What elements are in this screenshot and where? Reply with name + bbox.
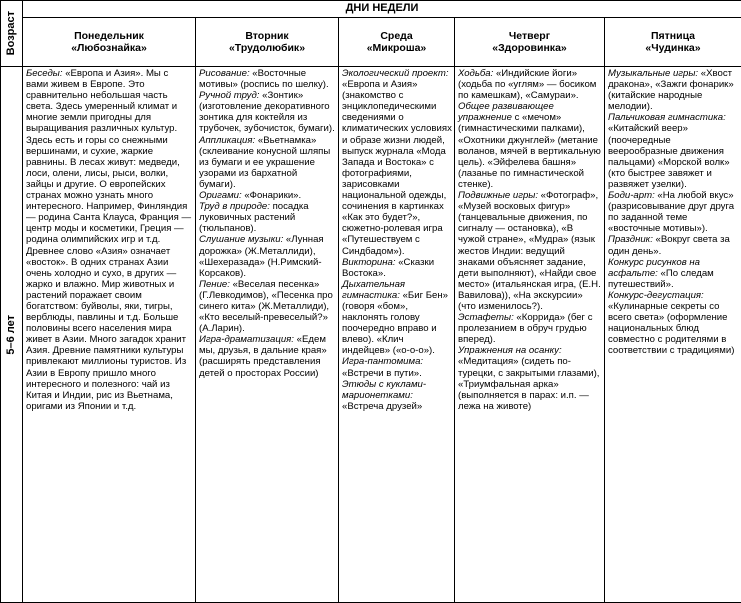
activity-label: Подвижные игры: — [458, 190, 539, 202]
activity-item — [199, 201, 336, 234]
activity-text: с «мечом» (гимнастическими палками), «Охотники джунглей» (метание воланов, мячей в вертикальную цель). «Эйфелева башня» (лазанье по гимнастической стенке). — [458, 112, 601, 190]
activity-label: Праздник: — [608, 234, 653, 246]
day-activities-cell — [605, 67, 741, 603]
activity-label: Слушание музыки: — [199, 234, 284, 246]
activity-text: «Индийские йоги» (ходьба по «углям» — босиком по камешкам), «Самураи». — [458, 68, 597, 102]
content-row — [1, 67, 741, 603]
activity-label: Конкурс рисунков на асфальте: — [608, 256, 700, 279]
day-name: Вторник — [245, 30, 289, 42]
day-theme: «Здоровинка» — [492, 42, 567, 54]
activity-item — [608, 257, 739, 290]
weekdays-header: ДНИ НЕДЕЛИ — [23, 1, 741, 18]
activity-text: «Вьетнамка» (склеивание конусной шляпы из бумаги и ее украшение узорами из бархатной бумаги). — [199, 134, 331, 190]
activity-item — [199, 68, 336, 90]
activity-label: Труд в природе: — [199, 201, 270, 213]
activity-label: Дыхательная гимнастика: — [342, 278, 406, 301]
activity-item — [342, 68, 452, 257]
activity-label: Пение: — [199, 278, 230, 290]
day-name: Четверг — [508, 30, 551, 42]
day-header — [23, 18, 196, 67]
activity-text: «Европа и Азия» (знакомство с энциклопедическими сведениями о климатических условиях и образе жизни людей, выпуск журнала «Мода Запада и Востока» с фотографиями, зарисовками национальной одежды, сочинения в картинках «Как это будет?», сюжетно-ролевая игра «Путешествуем с Синдбадом»). — [342, 79, 452, 257]
activity-text: «Биг Бен» (говоря «бом», наклонять голову поочередно вправо и влево). «Клич индейцев» («о-о-о»). — [342, 289, 449, 357]
activity-label: Оригами: — [199, 190, 242, 202]
day-activities-cell — [339, 67, 455, 603]
activity-item — [608, 112, 739, 190]
activity-item — [458, 101, 602, 190]
activity-text: «Сказки Востока». — [342, 256, 435, 279]
activity-text: «Европа и Азия». Мы с вами живем в Европе. Это сравнительно небольшая часть света. Здесь умеренный климат и многие земли пригодны для выращивания различных культур. Здесь есть и горы со снежными вершинами, и сухие, жаркие равнины. В лесах живут: медведи, лоси, олени, лисы, рыси, волки, зайцы и другие. О европейских странах можно узнать много интересного. Например, Финляндия — родина Санта Клауса, Франция — центр моды и косметики, Греция — родина олимпийских игр и т.д. Древнее слово «Азия» означает «восток». В одних странах Азии очень холодно и сухо, в других — жарко и влажно. Мир животных и растений поражает своим богатством: буйволы, яки, тигры, верблюды, павлины и т.д. Больше половины всего населения мира живет в Азии. Много загадок хранит Азия. Древние памятники культуры привлекают миллионы туристов. Из Азии в Европу пришло много интересного и полезного: чай из Китая и Индии, рис из Вьетнама, оригами из Японии и т.д. — [26, 68, 192, 412]
activity-item — [342, 356, 452, 378]
day-header-row — [1, 18, 741, 67]
activity-label: Общее развивающее упражнение — [458, 101, 554, 124]
activity-text: «Китайский веер» (поочередные веерообразные движения пальцами) «Морской волк» (кто быстрее завяжет и развяжет узелки). — [608, 123, 730, 190]
activity-label: Этюды с куклами-марионетками: — [342, 378, 427, 401]
activity-text: «Кулинарные секреты со всего света» (оформление национальных блюд совместно с родителями в соответствии с традициями) — [608, 300, 735, 357]
activity-label: Викторина: — [342, 256, 396, 268]
activity-item — [342, 279, 452, 357]
day-name: Понедельник — [74, 30, 144, 42]
activity-label: Экологический проект: — [342, 68, 449, 79]
day-theme: «Микроша» — [366, 42, 427, 54]
activity-item — [608, 290, 739, 357]
activity-label: Беседы: — [26, 68, 63, 79]
activity-item — [458, 345, 602, 412]
day-theme: «Чудинка» — [645, 42, 701, 54]
activity-label: Упражнения на осанку: — [458, 345, 562, 357]
activity-item — [199, 234, 336, 278]
activity-label: Музыкальные игры: — [608, 68, 699, 79]
activity-label: Ходьба: — [458, 68, 494, 79]
activity-item — [458, 312, 602, 345]
activity-text: «Встречи в пути». — [342, 367, 422, 379]
day-name: Пятница — [650, 30, 696, 42]
day-header — [605, 18, 741, 67]
activity-text: «Едем мы, друзья, в дальние края» (расширять представления детей о просторах России) — [199, 334, 327, 379]
activity-label: Рисование: — [199, 68, 250, 79]
activity-text: «Восточные мотивы» (роспись по шелку). — [199, 68, 329, 91]
day-activities-cell — [23, 67, 196, 603]
activity-item — [26, 68, 193, 412]
activity-item — [608, 68, 739, 112]
activity-text: «Фонарики». — [241, 190, 302, 202]
day-theme: «Трудолюбик» — [228, 42, 306, 54]
activity-item — [199, 334, 336, 378]
age-group-label: 5–6 лет — [4, 314, 17, 355]
day-name: Среда — [380, 30, 413, 42]
activity-item — [342, 257, 452, 279]
activity-text: «Фотограф», «Музей восковых фигур» (танцевальные движения, по сигналу — остановка), «В чужой стране», «Мудра» (язык жестов Индии: ведущий знаками объясняет задание, дети выполняют), «Найди свое место» (итальянская игра, (Е.Н. Вавилова)), «На экскурсии» (что изменилось?). — [458, 190, 601, 312]
activity-text: «По следам путешествий». — [608, 267, 714, 290]
activity-text: «Вокруг света за один день». — [608, 234, 730, 257]
activity-text: посадка луковичных растений (тюльпанов). — [199, 201, 309, 235]
activity-item — [199, 190, 336, 201]
activity-text: «Веселая песенка» (Г.Левкодимов), «Песенка про синего кита» (Ж.Металлиди), «Кто веселый-превеселый?» (А.Ларин). — [199, 278, 333, 335]
activity-text: «На любой вкус» (разрисовывание друг друга по заданной теме «восточные мотивы»). — [608, 190, 735, 235]
activity-item — [342, 379, 452, 412]
activity-item — [458, 68, 602, 101]
activity-text: «Коррида» (бег с пролезанием в обруч грудью вперед). — [458, 312, 593, 346]
day-activities-cell — [455, 67, 605, 603]
activity-label: Ручной труд: — [199, 90, 260, 102]
activity-item — [608, 190, 739, 234]
activity-label: Боди-арт: — [608, 190, 655, 202]
activity-label: Аппликация: — [199, 134, 256, 146]
activity-label: Конкурс-дегустация: — [608, 289, 704, 301]
activity-label: Пальчиковая гимнастика: — [608, 112, 726, 124]
age-column-header — [1, 1, 23, 67]
activity-text: «Хвост дракона», «Зажги фонарик» (китайские народные мелодии). — [608, 68, 734, 113]
activity-item — [458, 190, 602, 312]
day-header — [339, 18, 455, 67]
day-theme: «Любознайка» — [71, 42, 147, 54]
activity-item — [199, 135, 336, 190]
day-header — [196, 18, 339, 67]
activity-text: «Зонтик» (изготовление декоративного зонтика для коктейля из трубочек, зубочисток, бумаги). — [199, 90, 335, 135]
activity-label: Игра-пантомима: — [342, 356, 424, 368]
age-header-label: Возраст — [4, 11, 17, 56]
day-header — [455, 18, 605, 67]
activity-label: Эстафеты: — [458, 312, 514, 324]
activity-text: «Медитация» (сидеть по-турецки, с закрытыми глазами), «Триумфальная арка» (выполняется в парах: и.п. — лежа на животе) — [458, 356, 600, 412]
age-group-cell — [1, 67, 23, 603]
activity-label: Игра-драматизация: — [199, 334, 294, 346]
activity-text: «Встреча друзей» — [342, 400, 423, 412]
activity-item — [608, 234, 739, 256]
activity-item — [199, 90, 336, 134]
activity-text: «Лунная дорожка» (Ж.Металлиди), «Шехеразада» (Н.Римский-Корсаков). — [199, 234, 324, 279]
day-activities-cell — [196, 67, 339, 603]
activity-item — [199, 279, 336, 334]
